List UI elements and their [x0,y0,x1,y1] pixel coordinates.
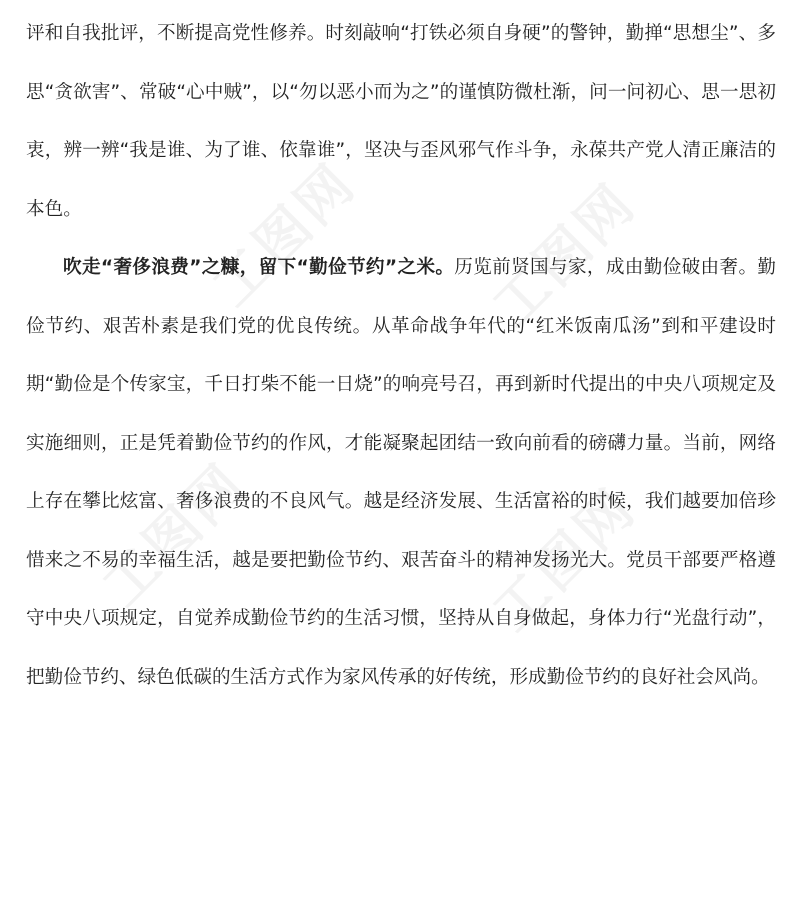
paragraph-2-lead: 吹走“奢侈浪费”之糠，留下“勤俭节约”之米。 [63,257,455,278]
paragraph-1 [26,5,776,239]
paragraph-2-body: 历览前贤国与家，成由勤俭破由奢。勤俭节约、艰苦朴素是我们党的优良传统。从革命战争年代的“红米饭南瓜汤”到和平建设时期“勤俭是个传家宝，千日打柴不能一日烧”的响亮号召，再到新时代提出的中央八项规定及实施细则，正是凭着勤俭节约的作风，才能凝聚起团结一致向前看的磅礴力量。当前，网络上存在攀比炫富、奢侈浪费的不良风气。越是经济发展、生活富裕的时候，我们越要加倍珍惜来之不易的幸福生活，越是要把勤俭节约、艰苦奋斗的精神发扬光大。党员干部要严格遵守中央八项规定，自觉养成勤俭节约的生活习惯，坚持从自身做起，身体力行“光盘行动”，把勤俭节约、绿色低碳的生活方式作为家风传承的好传统，形成勤俭节约的良好社会风尚。 [26,257,776,688]
article-body [26,0,776,707]
paragraph-1-text: 评和自我批评，不断提高党性修养。时刻敲响“打铁必须自身硬”的警钟，勤掸“思想尘”、多思“贪欲害”、常破“心中贼”，以“勿以恶小而为之”的谨慎防微杜渐，问一问初心、思一思初衷，辨一辨“我是谁、为了谁、依靠谁”，坚决与歪风邪气作斗争，永葆共产党人清正廉洁的本色。 [26,23,776,220]
paragraph-2 [26,239,776,707]
